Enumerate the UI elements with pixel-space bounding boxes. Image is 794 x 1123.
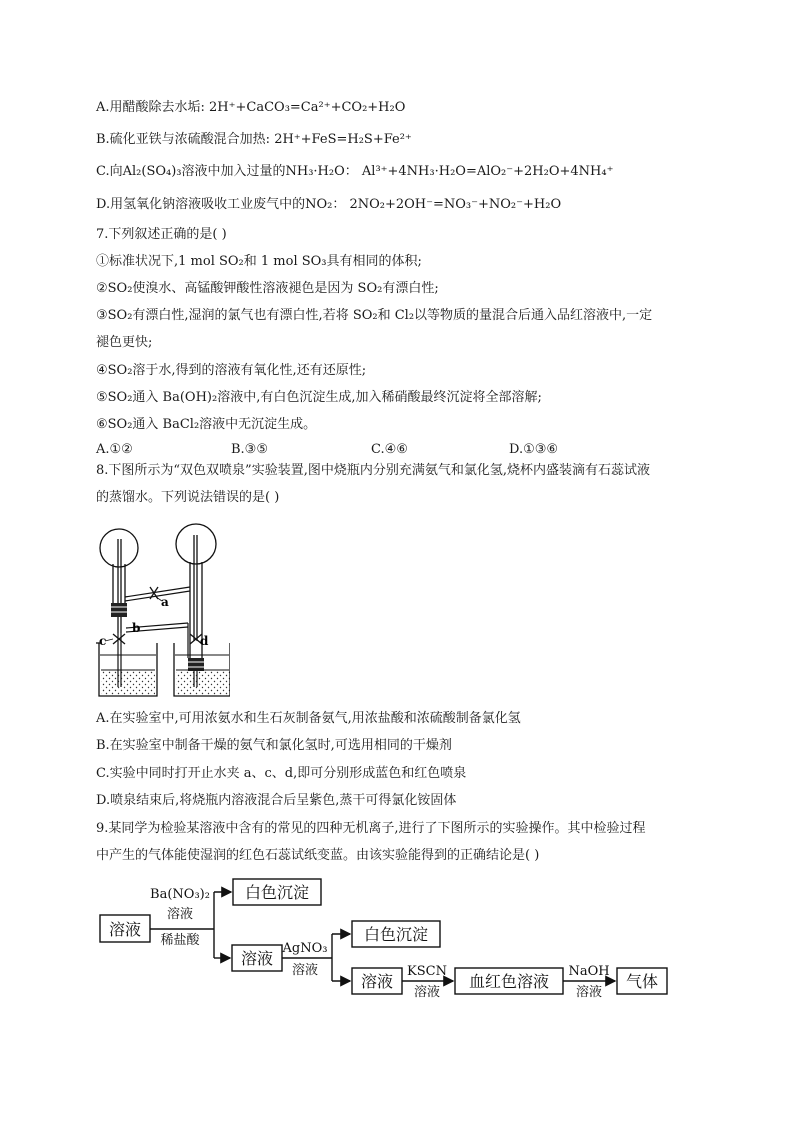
q6-option-c: C.向Al₂(SO₄)₃溶液中加入过量的NH₃·H₂O： Al³⁺+4NH₃·H₂O=AlO₂⁻+2H₂O+4NH₄⁺ bbox=[96, 164, 614, 179]
reagent-dilute-hcl: 稀盐酸 bbox=[160, 933, 200, 948]
q7-options bbox=[96, 442, 696, 460]
flow-start-solution: 溶液 bbox=[108, 920, 142, 939]
q7-statement-6: ⑥SO₂通入 BaCl₂溶液中无沉淀生成。 bbox=[96, 417, 317, 432]
left-stopper bbox=[111, 603, 127, 617]
reagent-kscn: KSCN bbox=[407, 964, 447, 979]
q6-option-b: B.硫化亚铁与浓硫酸混合加热: 2H⁺+FeS=H₂S+Fe²⁺ bbox=[96, 132, 412, 147]
label-b: b bbox=[132, 621, 141, 635]
reagent-ba-no3-2: Ba(NO₃)₂ bbox=[150, 887, 210, 902]
label-a: a bbox=[161, 595, 169, 609]
flow-white-precipitate-2: 白色沉淀 bbox=[363, 925, 429, 944]
label-d: d bbox=[200, 634, 209, 648]
right-flask bbox=[176, 524, 216, 658]
left-flask bbox=[100, 529, 141, 635]
reagent-4-solution: 溶液 bbox=[575, 985, 603, 1000]
q7-option-c: C.④⑥ bbox=[371, 442, 408, 457]
q7-statement-4: ④SO₂溶于水,得到的溶液有氧化性,还有还原性; bbox=[96, 363, 367, 378]
q6-option-d: D.用氢氧化钠溶液吸收工业废气中的NO₂： 2NO₂+2OH⁻=NO₃⁻+NO₂⁻+H₂O bbox=[96, 197, 562, 212]
q7-option-a: A.①② bbox=[96, 442, 133, 457]
flow-white-precipitate-1: 白色沉淀 bbox=[244, 883, 310, 902]
ion-test-flowchart bbox=[96, 872, 672, 1000]
q8-stem-line-2: 的蒸馏水。下列说法错误的是( ) bbox=[96, 490, 280, 505]
q7-statement-2: ②SO₂使溴水、高锰酸钾酸性溶液褪色是因为 SO₂有漂白性; bbox=[96, 281, 439, 296]
reagent-3-solution: 溶液 bbox=[413, 985, 441, 1000]
q8-stem-line-1: 8.下图所示为“双色双喷泉”实验装置,图中烧瓶内分别充满氨气和氯化氢,烧杯内盛装滴有石蕊试液 bbox=[96, 463, 650, 478]
q7-option-d: D.①③⑥ bbox=[509, 442, 559, 457]
reagent-1-solution: 溶液 bbox=[166, 907, 194, 922]
q7-option-b: B.③⑤ bbox=[231, 442, 268, 457]
q7-statement-3: ③SO₂有漂白性,湿润的氯气也有漂白性,若将 SO₂和 Cl₂以等物质的量混合后通入品红溶液中,一定 bbox=[96, 308, 653, 323]
q8-option-c: C.实验中同时打开止水夹 a、c、d,即可分别形成蓝色和红色喷泉 bbox=[96, 766, 467, 781]
q7-statement-5: ⑤SO₂通入 Ba(OH)₂溶液中,有白色沉淀生成,加入稀硝酸最终沉淀将全部溶解; bbox=[96, 390, 542, 405]
q7-statement-1: ①标准状况下,1 mol SO₂和 1 mol SO₃具有相同的体积; bbox=[96, 254, 422, 269]
reagent-agno3: AgNO₃ bbox=[282, 941, 328, 956]
reagent-naoh: NaOH bbox=[568, 964, 610, 979]
q6-option-a: A.用醋酸除去水垢: 2H⁺+CaCO₃=Ca²⁺+CO₂+H₂O bbox=[96, 100, 406, 115]
right-stopper bbox=[188, 658, 204, 671]
clamp-c bbox=[113, 634, 125, 644]
flow-gas: 气体 bbox=[625, 972, 659, 991]
flow-blood-red-solution: 血红色溶液 bbox=[468, 972, 550, 991]
flow-solution-3: 溶液 bbox=[360, 972, 394, 991]
q8-option-a: A.在实验室中,可用浓氨水和生石灰制备氨气,用浓盐酸和浓硫酸制备氯化氢 bbox=[96, 711, 521, 726]
q8-option-d: D.喷泉结束后,将烧瓶内溶液混合后呈紫色,蒸干可得氯化铵固体 bbox=[96, 793, 457, 808]
q7-statement-3-cont: 褪色更快; bbox=[96, 335, 153, 350]
fountain-apparatus-figure bbox=[90, 515, 230, 700]
q9-stem-line-2: 中产生的气体能使湿润的红色石蕊试纸变蓝。由该实验能得到的正确结论是( ) bbox=[96, 848, 540, 863]
q7-stem: 7.下列叙述正确的是( ) bbox=[96, 227, 227, 242]
label-c: c bbox=[99, 634, 107, 648]
q8-option-b: B.在实验室中制备干燥的氨气和氯化氢时,可选用相同的干燥剂 bbox=[96, 738, 452, 753]
flow-solution-2: 溶液 bbox=[240, 949, 274, 968]
reagent-2-solution: 溶液 bbox=[291, 963, 319, 978]
q9-stem-line-1: 9.某同学为检验某溶液中含有的常见的四种无机离子,进行了下图所示的实验操作。其中检验过程 bbox=[96, 821, 646, 836]
